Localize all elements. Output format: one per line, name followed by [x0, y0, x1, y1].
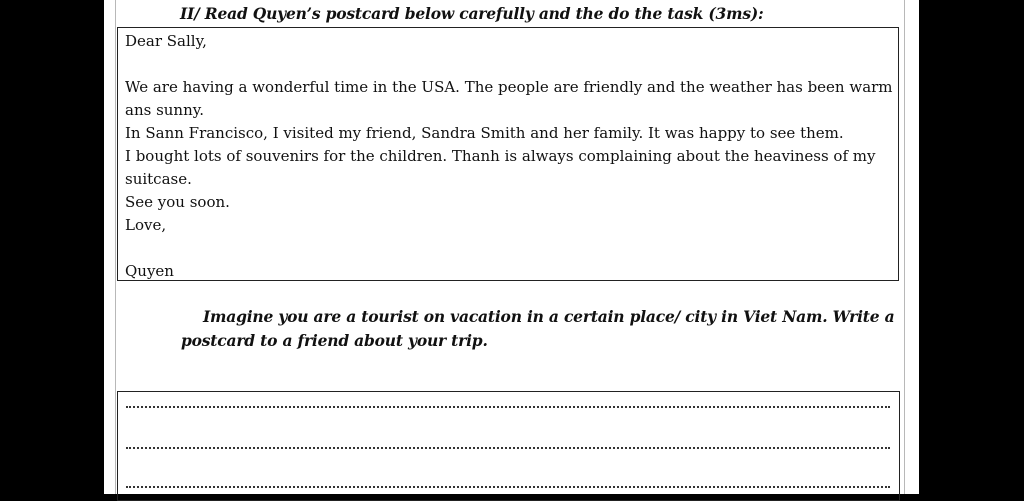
- answer-line: [126, 447, 890, 449]
- task-instruction: Imagine you are a tourist on vacation in a certain place/ city in Viet Nam. Write a postcard to a friend about your trip.: [181, 307, 895, 350]
- postcard-signature: Quyen: [125, 262, 174, 280]
- postcard-text: [125, 30, 895, 283]
- blank-line: [125, 237, 895, 260]
- postcard-greeting: Dear Sally,: [125, 32, 207, 50]
- answer-line: [126, 486, 890, 488]
- postcard-line-4: See you soon.: [125, 193, 230, 211]
- postcard-line-2: In Sann Francisco, I visited my friend, Sandra Smith and her family. It was happy to see them.: [125, 124, 844, 142]
- section-heading: II/ Read Quyen’s postcard below carefully and the do the task (3ms):: [180, 4, 764, 23]
- postcard-paragraph-1: We are having a wonderful time in the USA. The people are friendly and the weather has been warm ans sunny.: [125, 78, 893, 119]
- page-border-right: [904, 0, 905, 494]
- postcard-line-3: I bought lots of souvenirs for the children. Thanh is always complaining about the heaviness of my suitcase.: [125, 147, 876, 188]
- answer-box[interactable]: [117, 391, 900, 501]
- postcard-box: [117, 27, 899, 281]
- page-border-left: [115, 0, 116, 494]
- answer-line: [126, 406, 890, 408]
- postcard-closing: Love,: [125, 216, 167, 234]
- blank-line: [125, 53, 895, 76]
